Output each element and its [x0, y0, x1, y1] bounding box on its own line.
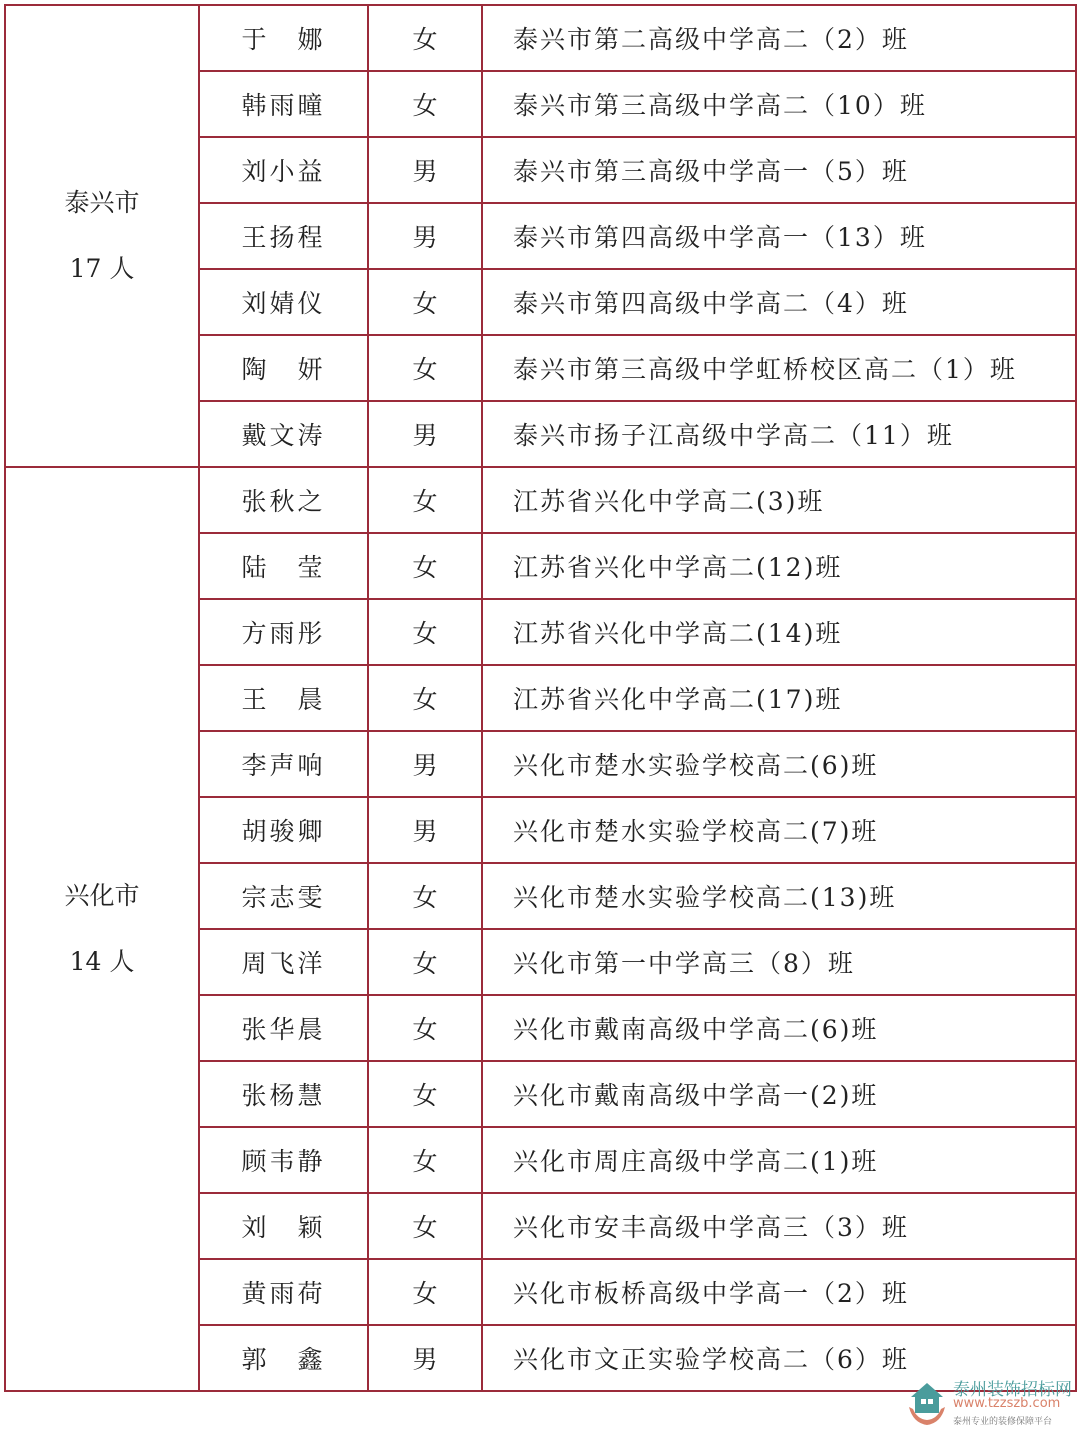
student-school-cell: 兴化市文正实验学校高二（6）班: [482, 1325, 1076, 1391]
student-school-cell: 泰兴市第三高级中学高二（10）班: [482, 71, 1076, 137]
student-list-table: [4, 4, 1077, 1392]
student-name-cell: 陆 莹: [199, 533, 368, 599]
student-school-cell: 兴化市第一中学高三（8）班: [482, 929, 1076, 995]
watermark-slogan: 泰州专业的装修保障平台: [953, 1417, 1053, 1427]
student-name-cell: 宗志雯: [199, 863, 368, 929]
region-cell: [5, 467, 199, 1391]
student-school-cell: 兴化市楚水实验学校高二(13)班: [482, 863, 1076, 929]
region-count: 14 人: [69, 947, 135, 976]
student-school-cell: 泰兴市第三高级中学虹桥校区高二（1）班: [482, 335, 1076, 401]
student-name-cell: 方雨彤: [199, 599, 368, 665]
student-school-cell: 泰兴市第二高级中学高二（2）班: [482, 5, 1076, 71]
student-name-cell: 郭 鑫: [199, 1325, 368, 1391]
student-sex-cell: 女: [368, 1259, 482, 1325]
student-name-cell: 韩雨曈: [199, 71, 368, 137]
student-sex-cell: 男: [368, 731, 482, 797]
student-name-cell: 李声响: [199, 731, 368, 797]
student-school-cell: 江苏省兴化中学高二(14)班: [482, 599, 1076, 665]
student-sex-cell: 女: [368, 599, 482, 665]
student-sex-cell: 女: [368, 665, 482, 731]
student-school-cell: 江苏省兴化中学高二(3)班: [482, 467, 1076, 533]
student-name-cell: 刘 颖: [199, 1193, 368, 1259]
student-school-cell: 江苏省兴化中学高二(12)班: [482, 533, 1076, 599]
student-sex-cell: 男: [368, 401, 482, 467]
region-count: 17 人: [69, 254, 135, 283]
student-sex-cell: 女: [368, 1193, 482, 1259]
student-school-cell: 兴化市板桥高级中学高一（2）班: [482, 1259, 1076, 1325]
house-hands-icon: [907, 1379, 947, 1427]
student-sex-cell: 女: [368, 863, 482, 929]
student-name-cell: 张杨慧: [199, 1061, 368, 1127]
watermark-logo: [905, 1375, 1075, 1433]
student-school-cell: 兴化市楚水实验学校高二(6)班: [482, 731, 1076, 797]
table-row: [5, 467, 1076, 533]
student-name-cell: 王扬程: [199, 203, 368, 269]
student-school-cell: 兴化市楚水实验学校高二(7)班: [482, 797, 1076, 863]
student-sex-cell: 女: [368, 1061, 482, 1127]
student-name-cell: 张秋之: [199, 467, 368, 533]
region-name: 兴化市: [64, 881, 140, 910]
table-row: [5, 5, 1076, 71]
student-school-cell: 兴化市戴南高级中学高一(2)班: [482, 1061, 1076, 1127]
student-sex-cell: 女: [368, 533, 482, 599]
student-sex-cell: 女: [368, 5, 482, 71]
student-sex-cell: 男: [368, 1325, 482, 1391]
student-sex-cell: 女: [368, 995, 482, 1061]
student-name-cell: 黄雨荷: [199, 1259, 368, 1325]
student-sex-cell: 女: [368, 269, 482, 335]
student-name-cell: 顾韦静: [199, 1127, 368, 1193]
student-school-cell: 江苏省兴化中学高二(17)班: [482, 665, 1076, 731]
student-school-cell: 泰兴市第四高级中学高二（4）班: [482, 269, 1076, 335]
student-school-cell: 兴化市戴南高级中学高二(6)班: [482, 995, 1076, 1061]
student-school-cell: 泰兴市第三高级中学高一（5）班: [482, 137, 1076, 203]
student-name-cell: 王 晨: [199, 665, 368, 731]
student-sex-cell: 女: [368, 467, 482, 533]
student-school-cell: 兴化市安丰高级中学高三（3）班: [482, 1193, 1076, 1259]
student-school-cell: 泰兴市第四高级中学高一（13）班: [482, 203, 1076, 269]
student-school-cell: 泰兴市扬子江高级中学高二（11）班: [482, 401, 1076, 467]
watermark-url: www.tzzszb.com: [953, 1396, 1061, 1411]
student-sex-cell: 男: [368, 203, 482, 269]
student-name-cell: 陶 妍: [199, 335, 368, 401]
student-name-cell: 周飞洋: [199, 929, 368, 995]
student-sex-cell: 男: [368, 797, 482, 863]
student-sex-cell: 男: [368, 137, 482, 203]
student-name-cell: 刘婧仪: [199, 269, 368, 335]
student-sex-cell: 女: [368, 71, 482, 137]
student-name-cell: 戴文涛: [199, 401, 368, 467]
student-name-cell: 于 娜: [199, 5, 368, 71]
student-sex-cell: 女: [368, 335, 482, 401]
region-cell: [5, 5, 199, 467]
watermark-title: 泰州装饰招标网: [953, 1380, 1072, 1400]
student-name-cell: 刘小益: [199, 137, 368, 203]
student-school-cell: 兴化市周庄高级中学高二(1)班: [482, 1127, 1076, 1193]
student-name-cell: 胡骏卿: [199, 797, 368, 863]
student-sex-cell: 女: [368, 929, 482, 995]
student-sex-cell: 女: [368, 1127, 482, 1193]
region-name: 泰兴市: [64, 188, 140, 217]
student-name-cell: 张华晨: [199, 995, 368, 1061]
